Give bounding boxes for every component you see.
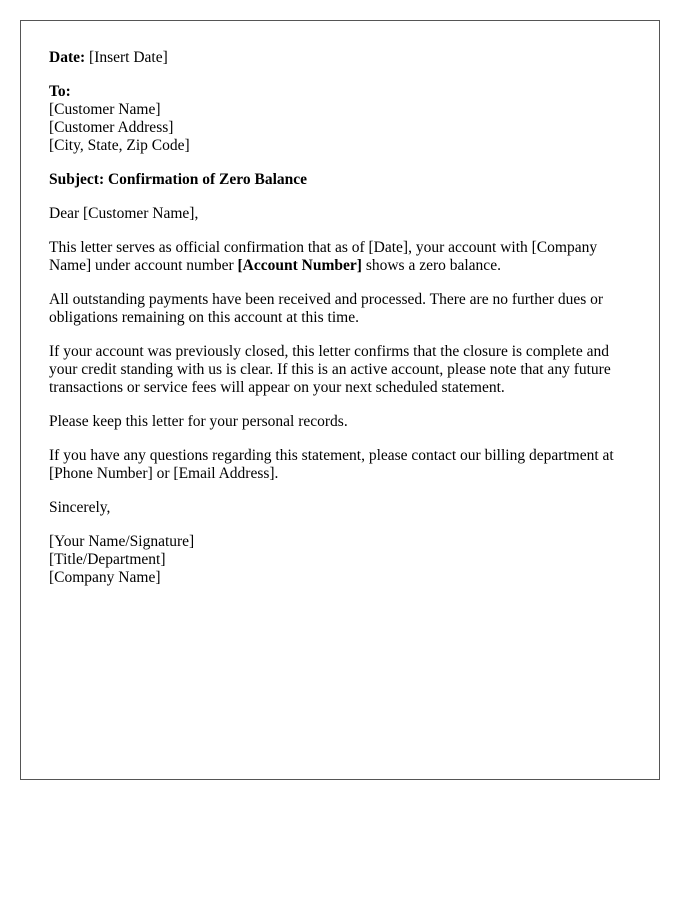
signature-name: [Your Name/Signature] <box>49 533 195 550</box>
paragraph-payments: All outstanding payments have been received and processed. There are no further dues or obligations remaining on this account at this time. <box>49 291 604 326</box>
recipient-address: [Customer Address] <box>49 119 174 136</box>
paragraph-confirmation-text-before: This letter serves as official confirmation that as of [Date], your account with [Company Name] under account number <box>49 239 598 274</box>
date-value: [Insert Date] <box>89 49 168 66</box>
paragraph-records: Please keep this letter for your personal records. <box>49 413 348 430</box>
date-line <box>49 49 631 67</box>
paragraph-confirmation-text-after: shows a zero balance. <box>361 257 501 274</box>
signature-company: [Company Name] <box>49 569 161 586</box>
date-label: Date: <box>49 49 86 66</box>
paragraph-account-status: If your account was previously closed, this letter confirms that the closure is complete and your credit standing with us is clear. If this is an active account, please note that any future transactions or service fees will appear on your next scheduled statement. <box>49 343 611 396</box>
signature-block <box>49 533 631 587</box>
closing: Sincerely, <box>49 499 111 516</box>
signature-title: [Title/Department] <box>49 551 166 568</box>
paragraph-contact: If you have any questions regarding this statement, please contact our billing department at [Phone Number] or [Email Address]. <box>49 447 614 482</box>
recipient-name: [Customer Name] <box>49 101 161 118</box>
paragraph-confirmation <box>49 239 631 275</box>
letter-page <box>20 20 660 780</box>
recipient-city-state-zip: [City, State, Zip Code] <box>49 137 190 154</box>
account-number: [Account Number] <box>237 257 362 274</box>
recipient-block <box>49 83 631 155</box>
salutation: Dear [Customer Name], <box>49 205 199 222</box>
subject-line: Subject: Confirmation of Zero Balance <box>49 171 308 188</box>
to-label: To: <box>49 83 71 100</box>
